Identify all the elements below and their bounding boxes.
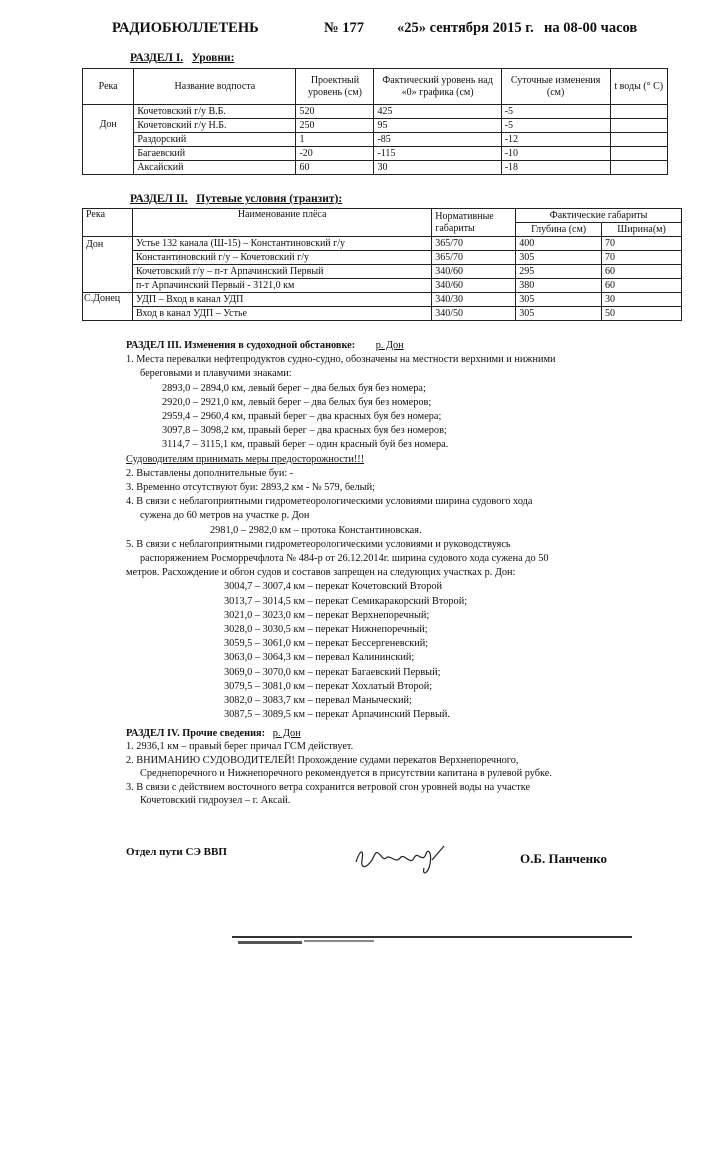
table-cell bbox=[610, 147, 668, 161]
section3-item4: 4. В связи с неблагоприятными гидрометеорологическими условиями ширина судового хода bbox=[126, 496, 533, 508]
table-cell: -18 bbox=[501, 161, 610, 175]
bulletin-date: «25» сентября 2015 г. bbox=[397, 20, 534, 36]
table-row bbox=[83, 307, 682, 321]
section4-heading bbox=[126, 727, 686, 740]
table-cell: Кочетовский г/у – п-т Арпачинский Первый bbox=[132, 265, 431, 279]
table-row bbox=[83, 265, 682, 279]
table-row bbox=[83, 237, 682, 251]
section3 bbox=[126, 339, 686, 722]
list-item: 3059,5 – 3061,0 км – перекат Бессергеневский; bbox=[224, 638, 429, 650]
section3-item4b: сужена до 60 метров на участке р. Дон bbox=[140, 510, 310, 522]
table-cell bbox=[610, 133, 668, 147]
table-cell: 60 bbox=[602, 279, 682, 293]
table-row bbox=[83, 133, 668, 147]
table-row bbox=[83, 105, 668, 119]
table-row bbox=[83, 251, 682, 265]
levels-header-cell: Проектный уровень (см) bbox=[296, 69, 374, 105]
list-item: 2959,4 – 2960,4 км, правый берег – два красных буя без номера; bbox=[162, 411, 442, 423]
section2-title-num: РАЗДЕЛ II. bbox=[130, 193, 188, 205]
section3-caution bbox=[126, 453, 686, 467]
section3-item3: 3. Временно отсутствуют буи: 2893,2 км - № 579, белый; bbox=[126, 482, 375, 494]
levels-header-cell: Фактический уровень над «0» графика (см) bbox=[374, 69, 501, 105]
table-cell: 50 bbox=[602, 307, 682, 321]
table-cell: 295 bbox=[516, 265, 602, 279]
section4-title: РАЗДЕЛ IV. Прочие сведения: bbox=[126, 728, 265, 739]
section4-river: р. Дон bbox=[272, 728, 301, 739]
table-cell: 60 bbox=[296, 161, 374, 175]
table-cell: Багаевский bbox=[134, 147, 296, 161]
section3-item5c: метров. Расхождение и обгон судов и составов запрещен на следующих участках р. Дон: bbox=[126, 567, 516, 579]
bottom-ink-mark bbox=[238, 941, 302, 944]
table-cell: -115 bbox=[374, 147, 501, 161]
table-cell: 340/30 bbox=[432, 293, 516, 307]
bottom-divider bbox=[232, 936, 632, 938]
section3-item4c: 2981,0 – 2982,0 км – протока Константиновская. bbox=[210, 524, 422, 536]
table-cell bbox=[610, 105, 668, 119]
table-cell: п-т Арпачинский Первый - 3121,0 км bbox=[132, 279, 431, 293]
section4-item3: 3. В связи с действием восточного ветра сохранится ветровой сгон уровней воды на участке bbox=[126, 781, 531, 793]
table-cell: 95 bbox=[374, 119, 501, 133]
section2-title-text: Путевые условия (транзит): bbox=[196, 193, 343, 205]
levels-header-cell: t воды (° С) bbox=[610, 69, 668, 105]
section4-item3b: Кочетовский гидроузел – г. Аксай. bbox=[140, 795, 291, 807]
list-item: 3013,7 – 3014,5 км – перекат Семикаракорский Второй; bbox=[224, 595, 468, 607]
section3-river: р. Дон bbox=[375, 340, 404, 351]
table-cell: 305 bbox=[516, 293, 602, 307]
list-item: 3082,0 – 3083,7 км – перевал Маныческий; bbox=[224, 695, 412, 707]
table-row bbox=[83, 161, 668, 175]
river-cell: Дон bbox=[83, 237, 133, 293]
list-item: 3004,7 – 3007,4 км – перекат Кочетовский Второй bbox=[224, 581, 442, 593]
list-item: 2920,0 – 2921,0 км, левый берег – два белых буя без номеров; bbox=[162, 396, 432, 408]
table-row bbox=[83, 147, 668, 161]
table-cell: 365/70 bbox=[432, 251, 516, 265]
table-cell: 250 bbox=[296, 119, 374, 133]
section3-heading bbox=[126, 339, 686, 353]
table-cell: 305 bbox=[516, 251, 602, 265]
table-cell: -5 bbox=[501, 119, 610, 133]
table-cell: 520 bbox=[296, 105, 374, 119]
table-cell: 1 bbox=[296, 133, 374, 147]
table-cell: Аксайский bbox=[134, 161, 296, 175]
footer-dept: Отдел пути СЭ ВВП bbox=[126, 846, 227, 858]
levels-table bbox=[82, 68, 668, 175]
bottom-ink-mark bbox=[304, 940, 374, 942]
levels-header-cell: Название водпоста bbox=[134, 69, 296, 105]
table-cell: 425 bbox=[374, 105, 501, 119]
footer-name: О.Б. Панченко bbox=[520, 851, 607, 866]
table-cell: Раздорский bbox=[134, 133, 296, 147]
table-cell: 340/50 bbox=[432, 307, 516, 321]
section4-item1: 1. 2936,1 км – правый берег причал ГСМ действует. bbox=[126, 741, 354, 753]
transit-header-cell: Глубина (см) bbox=[516, 223, 602, 237]
signature-image bbox=[352, 840, 452, 880]
list-item: 3021,0 – 3023,0 км – перекат Верхнепоречный; bbox=[224, 609, 430, 621]
section1-title bbox=[130, 52, 234, 64]
section1-title-num: РАЗДЕЛ I. bbox=[130, 52, 184, 64]
transit-table bbox=[82, 208, 682, 321]
list-item: 3079,5 – 3081,0 км – перекат Хохлатый Второй; bbox=[224, 680, 433, 692]
list-item: 3028,0 – 3030,5 км – перекат Нижнепоречный; bbox=[224, 624, 428, 636]
table-cell: 30 bbox=[602, 293, 682, 307]
section3-item5: 5. В связи с неблагоприятными гидрометеорологическими условиями и руководствуясь bbox=[126, 538, 511, 550]
section3-item5b: распоряжением Росморречфлота № 484-р от 26.12.2014г. ширина судового хода сужена до 50 bbox=[140, 553, 549, 565]
table-cell: Кочетовский г/у В.Б. bbox=[134, 105, 296, 119]
table-row bbox=[83, 119, 668, 133]
section3-item1: 1. Места перевалки нефтепродуктов судно-судно, обозначены на местности верхними и нижними bbox=[126, 354, 556, 366]
list-item: 3087,5 – 3089,5 км – перекат Арпачинский Первый. bbox=[224, 709, 450, 721]
transit-header-row bbox=[83, 209, 682, 223]
table-cell: 365/70 bbox=[432, 237, 516, 251]
table-cell: -10 bbox=[501, 147, 610, 161]
levels-header-cell: Река bbox=[83, 69, 134, 105]
table-cell: УДП – Вход в канал УДП bbox=[132, 293, 431, 307]
transit-header-cell: Ширина(м) bbox=[602, 223, 682, 237]
section2-title bbox=[130, 193, 342, 205]
caution-text: Судоводителям принимать меры предосторожности!!! bbox=[126, 453, 365, 465]
table-cell: 400 bbox=[516, 237, 602, 251]
table-cell: -20 bbox=[296, 147, 374, 161]
section1-title-text: Уровни: bbox=[191, 52, 235, 64]
table-cell: -5 bbox=[501, 105, 610, 119]
transit-header-cell: Река bbox=[83, 209, 133, 237]
table-row bbox=[83, 293, 682, 307]
table-cell: Устье 132 канала (Ш-15) – Константиновский г/у bbox=[132, 237, 431, 251]
list-item: 3063,0 – 3064,3 км – перевал Калининский; bbox=[224, 652, 415, 664]
table-cell bbox=[610, 161, 668, 175]
levels-header-cell: Суточные изменения (см) bbox=[501, 69, 610, 105]
table-cell: 305 bbox=[516, 307, 602, 321]
table-cell: 60 bbox=[602, 265, 682, 279]
section3-item1b: береговыми и плавучими знаками: bbox=[140, 368, 292, 380]
section3-item2: 2. Выставлены дополнительные буи: - bbox=[126, 467, 294, 479]
table-cell: Вход в канал УДП – Устье bbox=[132, 307, 431, 321]
list-item: 3114,7 – 3115,1 км, правый берег – один красный буй без номера. bbox=[162, 439, 449, 451]
transit-header-cell: Наименование плёса bbox=[132, 209, 431, 237]
table-cell: 380 bbox=[516, 279, 602, 293]
table-cell: 70 bbox=[602, 251, 682, 265]
table-cell: Константиновский г/у – Кочетовский г/у bbox=[132, 251, 431, 265]
bulletin-number: № 177 bbox=[324, 20, 364, 36]
section3-title: РАЗДЕЛ III. Изменения в судоходной обстановке: bbox=[126, 340, 356, 351]
section4 bbox=[126, 727, 686, 807]
table-cell: 340/60 bbox=[432, 279, 516, 293]
section4-item2: 2. ВНИМАНИЮ СУДОВОДИТЕЛЕЙ! Прохождение судами перекатов Верхнепоречного, bbox=[126, 754, 519, 766]
table-cell: 30 bbox=[374, 161, 501, 175]
table-cell: 340/60 bbox=[432, 265, 516, 279]
river-cell: Дон bbox=[83, 105, 134, 175]
transit-header-cell: Фактические габариты bbox=[516, 209, 682, 223]
bulletin-time: на 08-00 часов bbox=[544, 20, 638, 36]
list-item: 2893,0 – 2894,0 км, левый берег – два белых буя без номера; bbox=[162, 382, 426, 394]
section4-item2b: Среднепоречного и Нижнепоречного рекомендуется в присутствии капитана в рулевой рубке. bbox=[140, 768, 552, 780]
table-cell: -85 bbox=[374, 133, 501, 147]
table-cell bbox=[610, 119, 668, 133]
levels-header-row bbox=[83, 69, 668, 105]
table-row bbox=[83, 279, 682, 293]
transit-header-cell: Нормативные габариты bbox=[432, 209, 516, 237]
table-cell: 70 bbox=[602, 237, 682, 251]
list-item: 3069,0 – 3070,0 км – перекат Багаевский Первый; bbox=[224, 666, 441, 678]
river-cell: С.Донец bbox=[83, 293, 133, 321]
bulletin-title: РАДИОБЮЛЛЕТЕНЬ bbox=[112, 20, 259, 36]
list-item: 3097,8 – 3098,2 км, правый берег – два красных буя без номеров; bbox=[162, 425, 447, 437]
table-cell: -12 bbox=[501, 133, 610, 147]
table-cell: Кочетовский г/у Н.Б. bbox=[134, 119, 296, 133]
